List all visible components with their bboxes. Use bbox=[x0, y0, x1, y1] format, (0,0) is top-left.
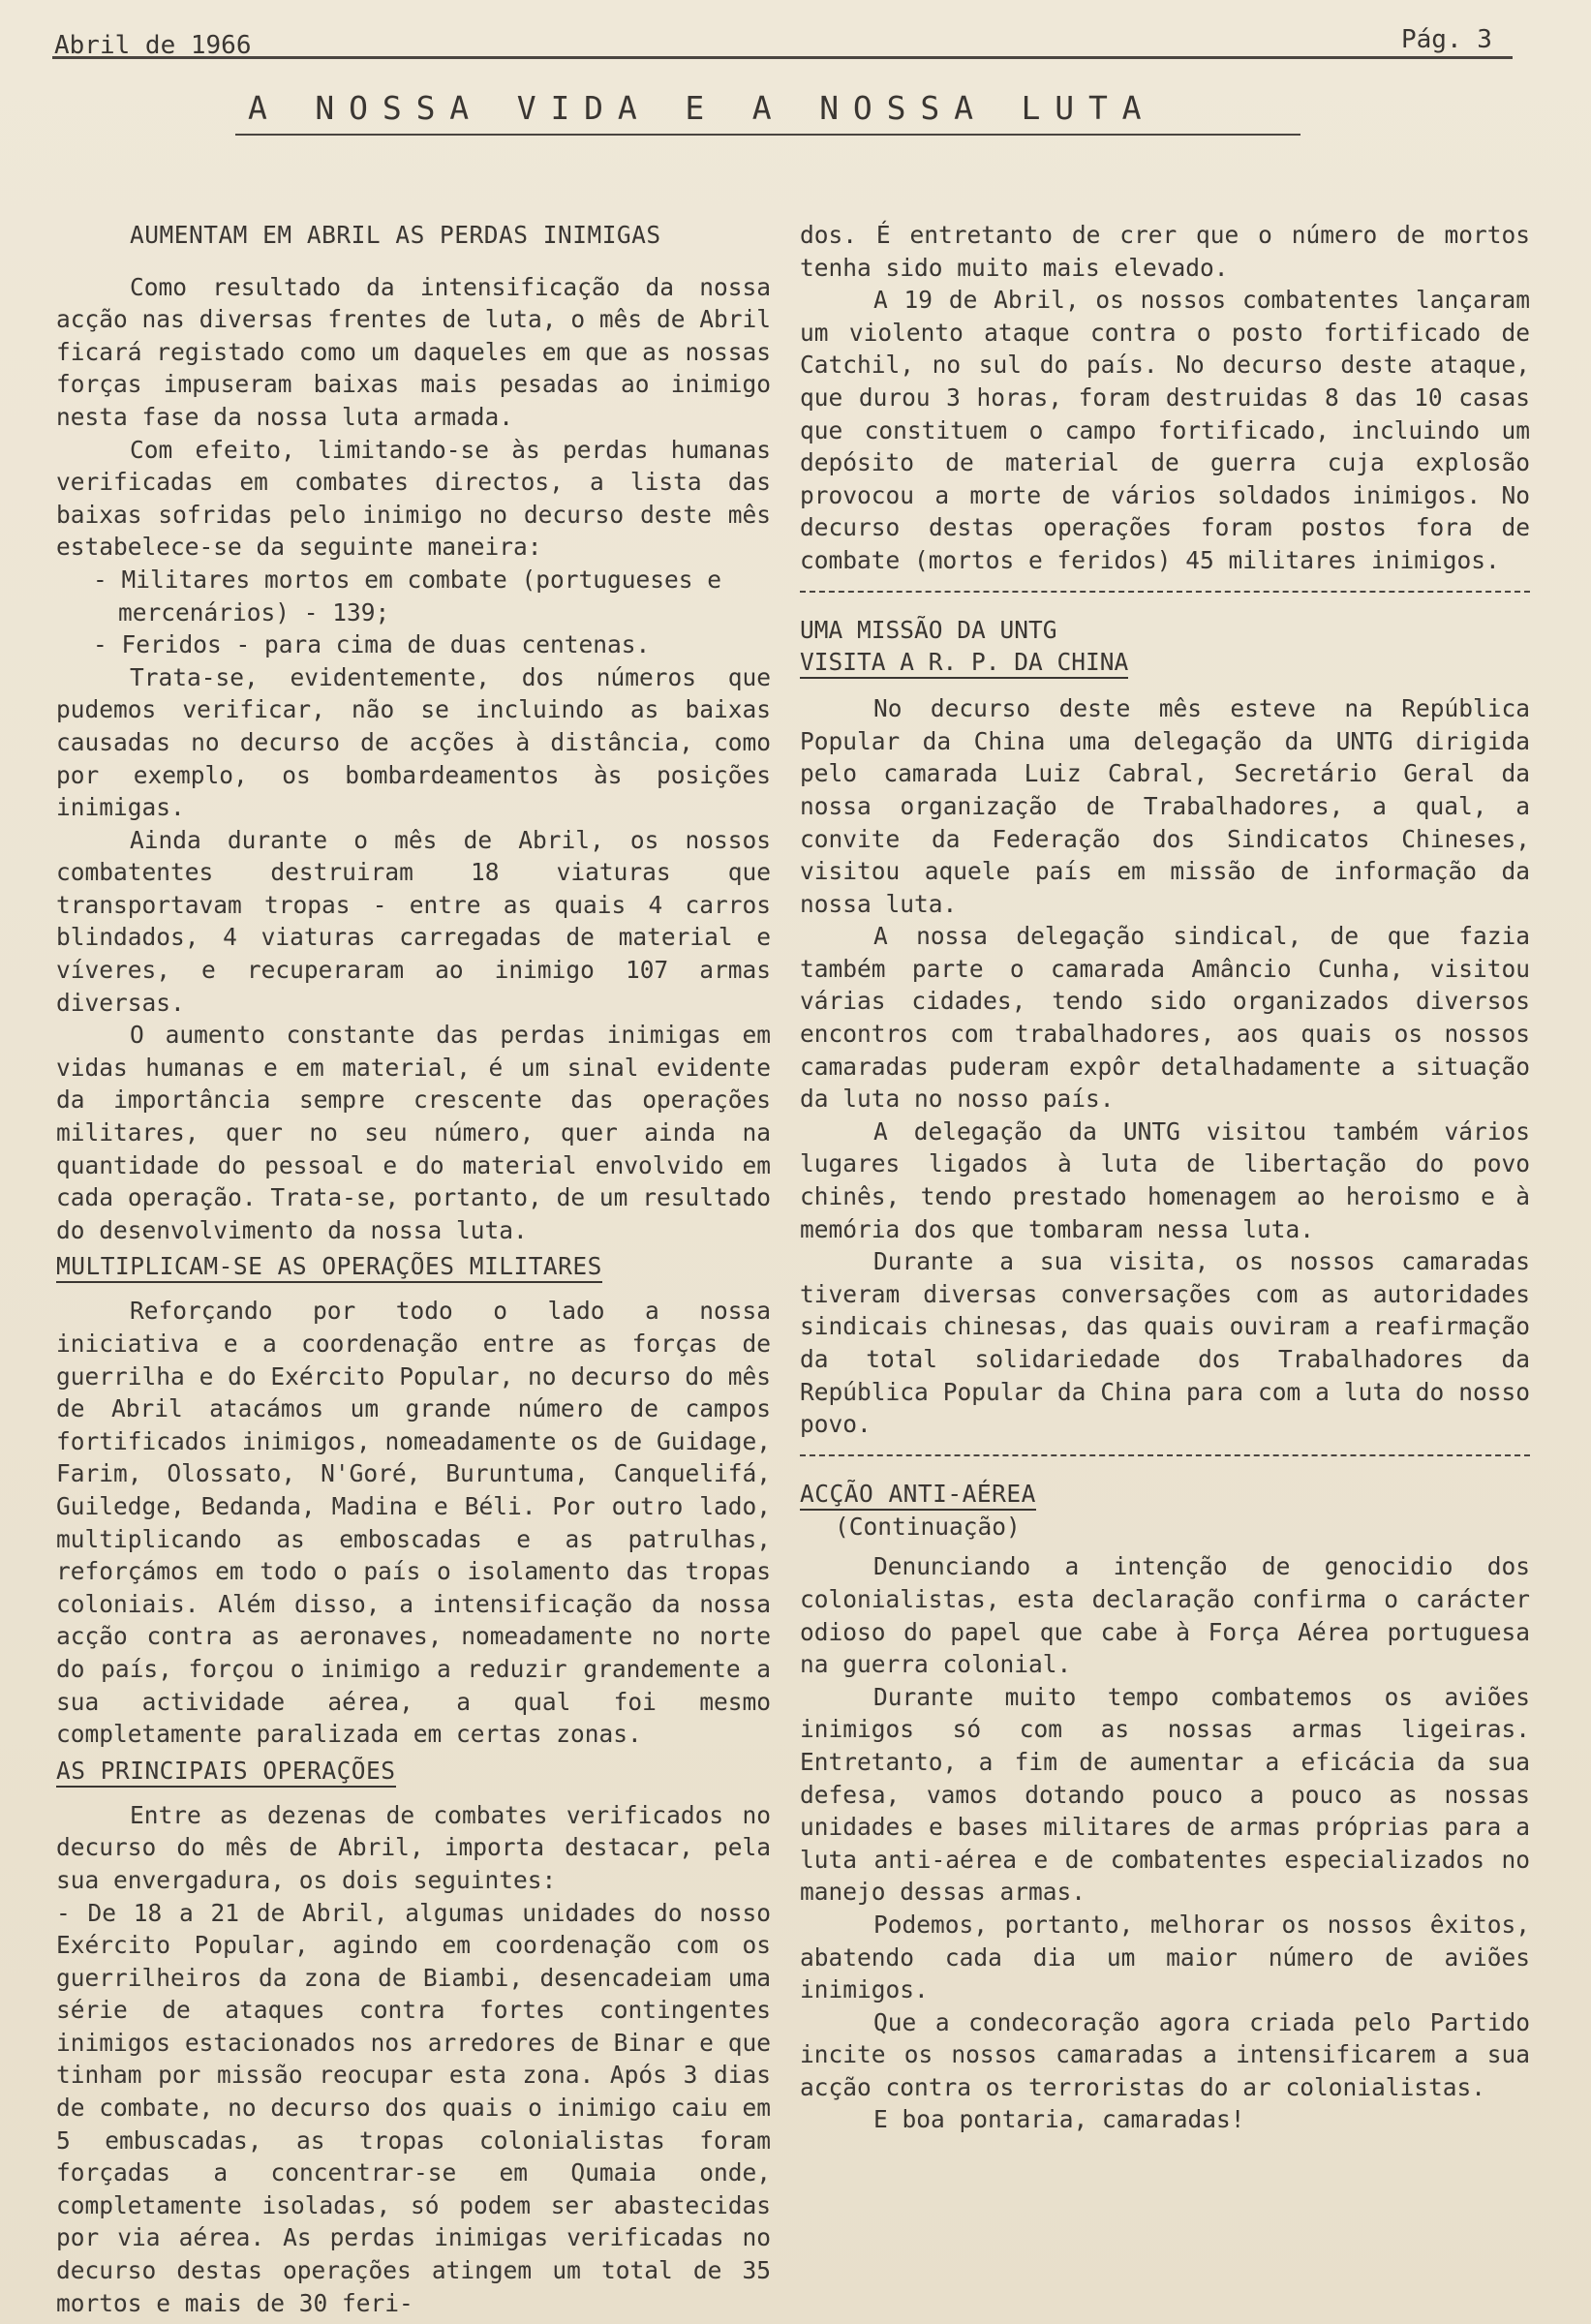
list-item: - Feridos - para cima de duas centenas. bbox=[93, 630, 651, 659]
paragraph: Trata-se, evidentemente, dos números que pudemos verificar, não se incluindo as baixas causadas no decurso de acções à distância, como por exemplo, os bombardeamentos às posições inimigas. bbox=[56, 662, 771, 822]
section-separator bbox=[800, 591, 1530, 593]
section-heading-losses: AUMENTAM EM ABRIL AS PERDAS INIMIGAS bbox=[130, 221, 661, 249]
closing-line: E boa pontaria, camaradas! bbox=[873, 2105, 1245, 2134]
paragraph: No decurso deste mês esteve na República Popular da China uma delegação da UNTG dirigida pelo camarada Luiz Cabral, Secretário Geral da nossa organização de Trabalhadores, a qual, a convite da Federação dos Sindicatos Chineses, visitou aquele país em missão de informação da nossa luta. bbox=[800, 694, 1530, 918]
page-title: A NOSSA VIDA E A NOSSA LUTA bbox=[248, 89, 1156, 127]
paragraph: Entre as dezenas de combates verificados no decurso do mês de Abril, importa destacar, pela sua envergadura, os dois seguintes: bbox=[56, 1800, 771, 1894]
section-heading-main-operations: AS PRINCIPAIS OPERAÇÕES bbox=[56, 1757, 396, 1788]
paragraph: Ainda durante o mês de Abril, os nossos combatentes destruiram 18 viaturas que transportavam tropas - entre as quais 4 carros blindados, 4 viaturas carregadas de material e víveres, e recuperaram ao inimigo 107 armas diversas. bbox=[56, 825, 771, 1017]
title-underline bbox=[235, 134, 1300, 136]
paragraph: A nossa delegação sindical, de que fazia também parte o camarada Amâncio Cunha, visitou várias cidades, tendo sido organizados diversos encontros com trabalhadores, aos quais os nossos camaradas puderam expôr detalhadamente a situação da luta no nosso país. bbox=[800, 922, 1530, 1114]
page-number: Pág. 3 bbox=[1401, 25, 1492, 54]
issue-date: Abril de 1966 bbox=[54, 31, 252, 60]
section-subheading: (Continuação) bbox=[835, 1512, 1021, 1541]
paragraph: dos. É entretanto de crer que o número de mortos tenha sido muito mais elevado. bbox=[800, 221, 1530, 282]
right-column bbox=[800, 219, 1530, 2136]
paragraph: O aumento constante das perdas inimigas em vidas humanas e em material, é um sinal evidente da importância sempre crescente das operações militares, quer no seu número, quer ainda na quantidade do pessoal e do material envolvido em cada operação. Trata-se, portanto, de um resultado do desenvolvimento da nossa luta. bbox=[56, 1021, 771, 1244]
section-heading-operations: MULTIPLICAM-SE AS OPERAÇÕES MILITARES bbox=[56, 1252, 602, 1283]
section-heading-untg-line1: UMA MISSÃO DA UNTG bbox=[800, 615, 1057, 644]
section-heading-untg-line2: VISITA A R. P. DA CHINA bbox=[800, 648, 1128, 679]
paragraph: Podemos, portanto, melhorar os nossos êxitos, abatendo cada dia um maior número de aviões inimigos. bbox=[800, 1910, 1530, 2004]
paragraph: A delegação da UNTG visitou também vários lugares ligados à luta de libertação do povo chinês, tendo prestado homenagem ao heroismo e à memória dos que tombaram nessa luta. bbox=[800, 1116, 1530, 1243]
paragraph: Que a condecoração agora criada pelo Partido incite os nossos camaradas a intensificarem a sua acção contra os terroristas do ar colonialistas. bbox=[800, 2007, 1530, 2101]
paragraph: Durante a sua visita, os nossos camaradas tiveram diversas conversações com as autoridades sindicais chinesas, das quais ouviram a reafirmação da total solidariedade dos Trabalhadores da República Popular da China para com a luta do nosso povo. bbox=[800, 1247, 1530, 1439]
paragraph: Reforçando por todo o lado a nossa iniciativa e a coordenação entre as forças de guerrilha e do Exército Popular, no decurso do mês de Abril atacámos um grande número de campos fortificados inimigos, nomeadamente os de Guidage, Farim, Olossato, N'Goré, Buruntuma, Canquelifá, Guiledge, Bedanda, Madina e Béli. Por outro lado, multiplicando as emboscadas e as patrulhas, reforçámos em todo o país o isolamento das tropas coloniais. Além disso, a intensificação da nossa acção contra as aeronaves, nomeadamente no norte do país, forçou o inimigo a reduzir grandemente a sua actividade aérea, a qual foi mesmo completamente paralizada em certas zonas. bbox=[56, 1297, 771, 1749]
section-heading-anti-aircraft: ACÇÃO ANTI-AÉREA bbox=[800, 1480, 1036, 1511]
paragraph: Durante muito tempo combatemos os aviões inimigos só com as nossas armas ligeiras. Entretanto, a fim de aumentar a eficácia da sua defesa, vamos dotando pouco a pouco as nossas unidades e bases militares de armas próprias para a luta anti-aérea e de combatentes especializados no manejo dessas armas. bbox=[800, 1682, 1530, 1907]
section-separator bbox=[800, 1454, 1530, 1456]
left-column bbox=[56, 219, 771, 2319]
paragraph: Denunciando a intenção de genocidio dos colonialistas, esta declaração confirma o carácter odioso do papel que cabe à Força Aérea portuguesa na guerra colonial. bbox=[800, 1552, 1530, 1679]
paragraph: Com efeito, limitando-se às perdas humanas verificadas em combates directos, a lista das baixas sofridas pelo inimigo no decurso deste mês estabelece-se da seguinte maneira: bbox=[56, 435, 771, 562]
paragraph: Como resultado da intensificação da nossa acção nas diversas frentes de luta, o mês de Abril ficará registado como um daqueles em que as nossas forças impuseram baixas mais pesadas ao inimigo nesta fase da nossa luta armada. bbox=[56, 272, 771, 431]
list-item: - Militares mortos em combate (portugueses e mercenários) - 139; bbox=[93, 565, 722, 627]
paragraph: A 19 de Abril, os nossos combatentes lançaram um violento ataque contra o posto fortificado de Catchil, no sul do país. No decurso deste ataque, que durou 3 horas, foram destruidas 8 das 10 casas que constituem o campo fortificado, incluindo um depósito de material de guerra cuja explosão provocou a morte de vários soldados inimigos. No decurso destas operações foram postos fora de combate (mortos e feridos) 45 militares inimigos. bbox=[800, 286, 1530, 574]
header-rule bbox=[52, 56, 1513, 59]
paragraph: - De 18 a 21 de Abril, algumas unidades do nosso Exército Popular, agindo em coordenação com os guerrilheiros da zona de Biambi, desencadeiam uma série de ataques contra fortes contingentes inimigos estacionados nos arredores de Binar e que tinham por missão reocupar esta zona. Após 3 dias de combate, no decurso dos quais o inimigo caiu em 5 embuscadas, as tropas colonialistas foram forçadas a concentrar-se em Qumaia onde, completamente isoladas, só podem ser abastecidas por via aérea. As perdas inimigas verificadas no decurso destas operações atingem um total de 35 mortos e mais de 30 feri- bbox=[56, 1898, 771, 2317]
